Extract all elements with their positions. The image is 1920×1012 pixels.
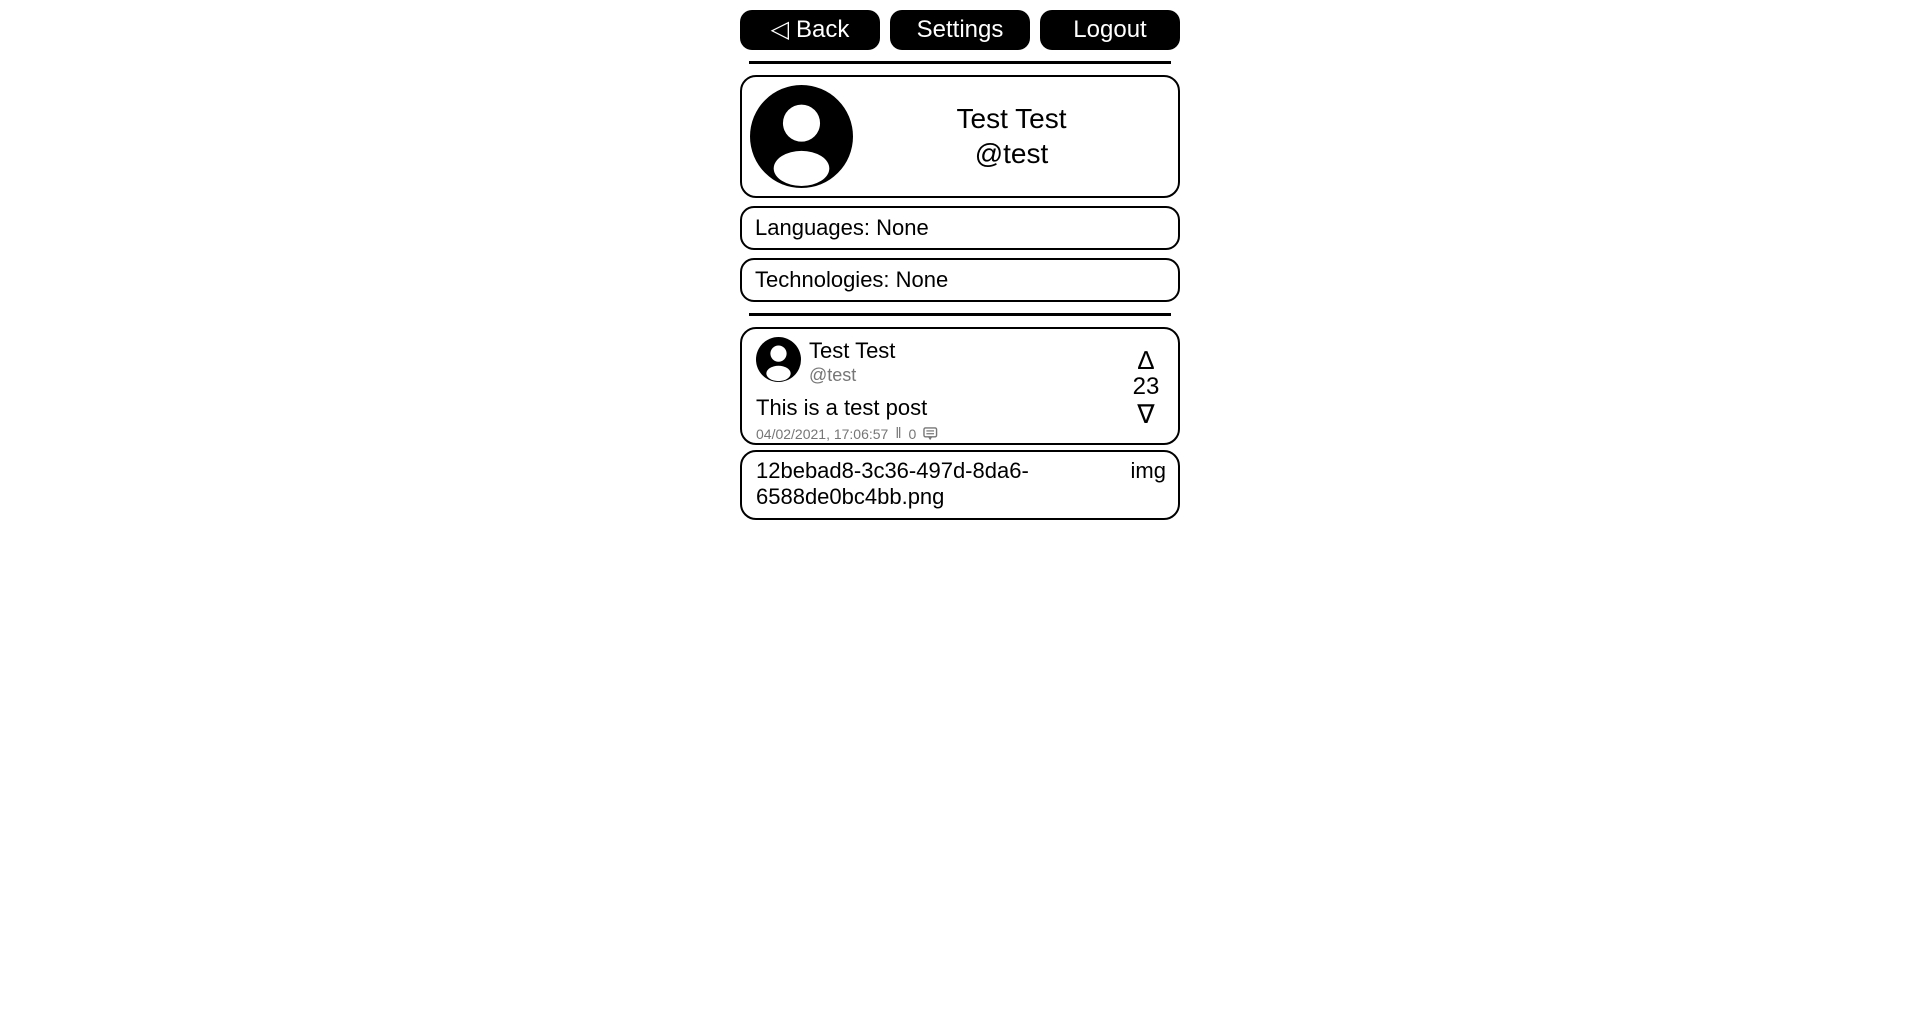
vote-column	[1122, 337, 1170, 437]
post-author-block	[809, 337, 895, 386]
post-author-avatar-icon	[756, 337, 801, 382]
technologies-label: Technologies: None	[755, 267, 949, 292]
attachment-type-label: img	[1130, 458, 1166, 483]
vote-count: 23	[1132, 372, 1160, 400]
post-header	[756, 337, 1122, 386]
logout-button[interactable]: Logout	[1040, 10, 1180, 50]
back-button-label: Back	[796, 16, 850, 43]
meta-separator: ‖	[895, 425, 902, 443]
post-body-text: This is a test post	[756, 394, 928, 420]
profile-name-block	[853, 102, 1170, 170]
section-divider-posts	[749, 313, 1171, 316]
attachment-filename: 12bebad8-3c36-497d-8da6-6588de0bc4bb.png	[756, 458, 1029, 509]
technologies-box	[740, 258, 1180, 302]
profile-handle: @test	[974, 137, 1049, 169]
app-column	[740, 0, 1180, 520]
upvote-button[interactable]: ∆	[1138, 344, 1154, 375]
post-card[interactable]	[740, 327, 1180, 445]
comment-icon	[923, 427, 938, 441]
settings-button[interactable]: Settings	[890, 10, 1030, 50]
back-arrow-icon: ◁	[770, 16, 790, 43]
attachment-row[interactable]	[740, 450, 1180, 520]
profile-avatar-icon	[750, 85, 853, 188]
back-button[interactable]	[740, 10, 880, 50]
downvote-button[interactable]: ∇	[1137, 399, 1155, 430]
profile-name: Test Test	[956, 103, 1067, 135]
post-timestamp: 04/02/2021, 17:06:57	[756, 425, 889, 442]
profile-card	[740, 75, 1180, 198]
languages-label: Languages: None	[755, 215, 929, 240]
post-author-name: Test Test	[809, 338, 896, 363]
languages-box	[740, 206, 1180, 250]
section-divider-top	[749, 61, 1171, 64]
toolbar	[740, 10, 1180, 50]
comment-count: 0	[908, 425, 917, 442]
post-meta-row	[756, 425, 1122, 442]
post-main	[756, 337, 1122, 443]
post-author-handle: @test	[809, 365, 857, 386]
